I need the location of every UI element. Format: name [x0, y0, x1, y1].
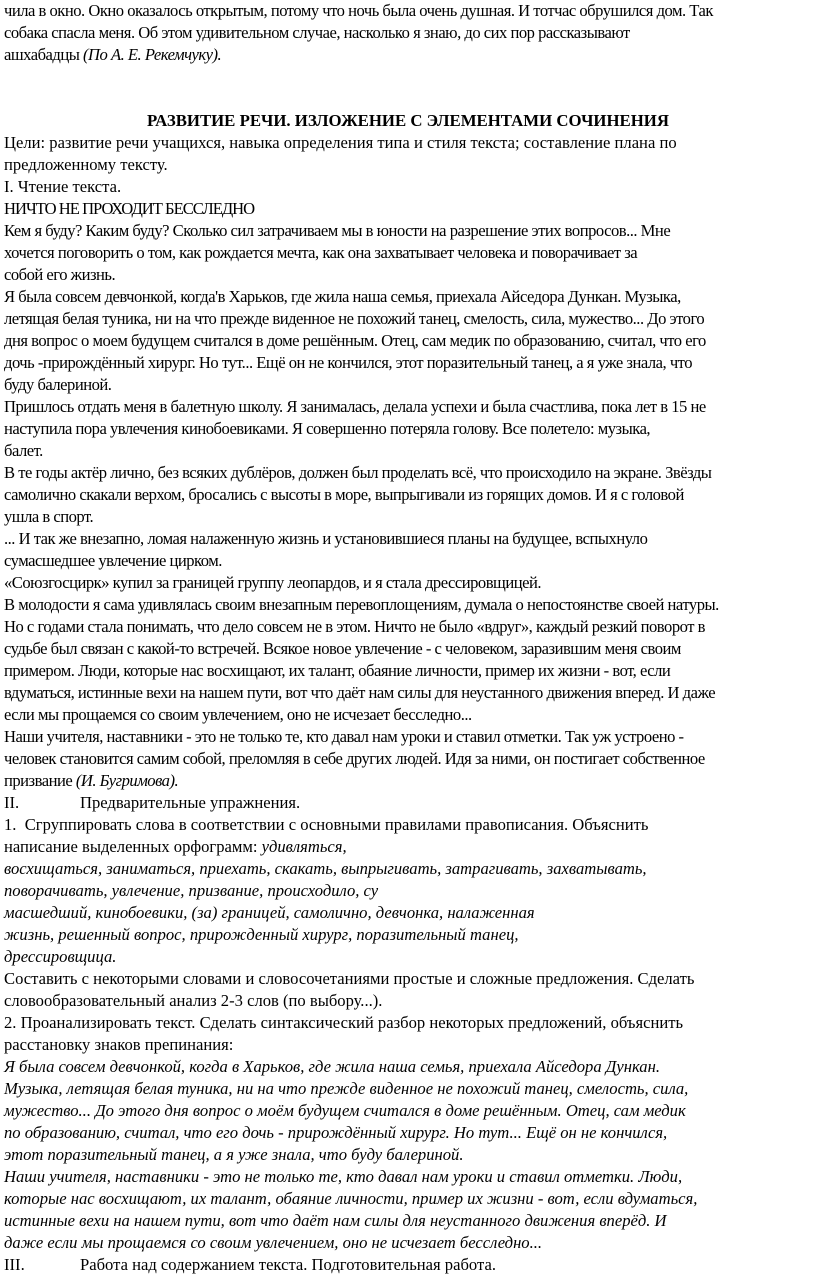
text-line: сумасшедшее увлечение цирком. — [4, 551, 222, 570]
quoted-line: Я была совсем девчонкой, когда в Харьков, где жила наша семья, приехала Айседора Дункан. — [4, 1057, 660, 1076]
text-line: Но с годами стала понимать, что дело совсем не в этом. Ничто не было «вдруг», каждый резкий поворот в — [4, 617, 705, 636]
text-line — [4, 836, 812, 858]
text-line: балет. — [4, 441, 43, 460]
intro-paragraph — [4, 0, 812, 66]
text-line: примером. Люди, которые нас восхищают, их талант, обаяние личности, пример их жизни - вот, если — [4, 661, 671, 680]
text-line: Наши учителя, наставники - это не только те, кто давал нам уроки и ставил отметки. Так уж устроено - — [4, 727, 684, 746]
task-1 — [4, 814, 812, 1012]
text-title: НИЧТО НЕ ПРОХОДИТ БЕССЛЕДНО — [4, 199, 255, 218]
section-heading-2 — [4, 792, 812, 814]
text-line: ушла в спорт. — [4, 507, 94, 526]
highlighted-word: удивляться, — [261, 837, 347, 856]
word-list-line: жизнь, решенный вопрос, прирожденный хирург, поразительный танец, — [4, 925, 519, 944]
text-line: ... И так же внезапно, ломая налаженную жизнь и установившиеся планы на будущее, вспыхнуло — [4, 529, 648, 548]
word-list-line: поворачивать, увлечение, призвание, происходило, су — [4, 881, 379, 900]
text-line: словообразовательный анализ 2-3 слов (по выбору...). — [4, 991, 383, 1010]
text-line: буду балериной. — [4, 375, 112, 394]
section-label: Работа над содержанием текста. Подготовительная работа. — [80, 1255, 496, 1274]
lesson-title: РАЗВИТИЕ РЕЧИ. ИЗЛОЖЕНИЕ С ЭЛЕМЕНТАМИ СОЧИНЕНИЯ — [147, 111, 669, 130]
text-line — [4, 44, 812, 66]
text-line: расстановку знаков препинания: — [4, 1035, 234, 1054]
section-number: II. — [4, 793, 20, 812]
quoted-line: Наши учителя, наставники - это не только те, кто давал нам уроки и ставил отметки. Люди, — [4, 1167, 683, 1186]
text-body — [4, 220, 812, 792]
text-line: судьбе был связан с какой-то встречей. Всякое новое увлечение - с человеком, заразившим меня своим — [4, 639, 681, 658]
section-number: III. — [4, 1255, 25, 1274]
text-line: дочь -прирождённый хирург. Но тут... Ещё он не кончился, этот поразительный танец, а я уже знала, что — [4, 353, 692, 372]
reading-heading: I. Чтение текста. — [4, 177, 122, 196]
section-label: Предварительные упражнения. — [80, 793, 301, 812]
word-list-line: масшедший, кинобоевики, (за) границей, самолично, девчонка, налаженная — [4, 903, 535, 922]
quoted-line: даже если мы прощаемся со своим увлечением, оно не исчезает бесследно... — [4, 1233, 543, 1252]
word-list-line: дрессировщица. — [4, 947, 117, 966]
text-line: В те годы актёр лично, без всяких дублёров, должен был проделать всё, что происходило на экране. Звёзды — [4, 463, 712, 482]
text-line: Кем я буду? Каким буду? Сколько сил затрачиваем мы в юности на разрешение этих вопросов... Мне — [4, 221, 671, 240]
text-line: собака спасла меня. Об этом удивительном случае, насколько я знаю, до сих пор рассказывают — [4, 23, 630, 42]
text-line: 1. Сгруппировать слова в соответствии с основными правилами правописания. Объяснить — [4, 815, 649, 834]
section-heading-3 — [4, 1254, 812, 1276]
author-citation: (И. Бугримова). — [75, 771, 179, 790]
text-line — [4, 770, 812, 792]
text-line: человек становится самим собой, преломляя в себе других людей. Идя за ними, он постигает собственное — [4, 749, 705, 768]
quoted-line: мужество... До этого дня вопрос о моём будущем считался в доме решённым. Отец, сам медик — [4, 1101, 686, 1120]
text-line: Пришлось отдать меня в балетную школу. Я занималась, делала успехи и была счастлива, пока лет в 15 не — [4, 397, 706, 416]
text-line: если мы прощаемся со своим увлечением, оно не исчезает бесследно... — [4, 705, 472, 724]
text-line: летящая белая туника, ни на что прежде виденное не похожий танец, смелость, сила, мужество... До этого — [4, 309, 705, 328]
text-line: наступила пора увлечения кинобоевиками. Я совершенно потеряла голову. Все полетело: музыка, — [4, 419, 651, 438]
text-line: В молодости я сама удивлялась своим внезапным перевоплощениям, думала о непостоянстве своей натуры. — [4, 595, 719, 614]
text-line: Цели: развитие речи учащихся, навыка определения типа и стиля текста; составление плана по — [4, 133, 677, 152]
text-line: 2. Проанализировать текст. Сделать синтаксический разбор некоторых предложений, объяснить — [4, 1013, 684, 1032]
text-run: ашхабадцы — [4, 45, 84, 64]
text-line: чила в окно. Окно оказалось открытым, потому что ночь была очень душная. И тотчас обрушился дом. Так — [4, 1, 713, 20]
text-line: хочется поговорить о том, как рождается мечта, как она захватывает человека и поворачивает за — [4, 243, 638, 262]
task-2 — [4, 1012, 812, 1254]
text-line: Я была совсем девчонкой, когда'в Харьков, где жила наша семья, приехала Айседора Дункан. Музыка, — [4, 287, 681, 306]
text-run: призвание — [4, 771, 76, 790]
word-list-line: восхищаться, заниматься, приехать, скакать, выпрыгивать, затрагивать, захватывать, — [4, 859, 647, 878]
text-line: вдуматься, истинные вехи на нашем пути, вот что даёт нам силы для неустанного движения вперед. И даже — [4, 683, 716, 702]
text-line: предложенному тексту. — [4, 155, 168, 174]
quoted-line: этот поразительный танец, а я уже знала, что буду балериной. — [4, 1145, 464, 1164]
goals-paragraph — [4, 132, 812, 176]
quoted-line: которые нас восхищают, их талант, обаяние личности, пример их жизни - вот, если вдуматься, — [4, 1189, 698, 1208]
text-run: написание выделенных орфограмм: — [4, 837, 262, 856]
quoted-line: по образованию, считал, что его дочь - прирождённый хирург. Но тут... Ещё он не кончился, — [4, 1123, 668, 1142]
quoted-line: Музыка, летящая белая туника, ни на что прежде виденное не похожий танец, смелость, сила, — [4, 1079, 689, 1098]
text-line: самолично скакали верхом, бросались с высоты в море, выпрыгивали из горящих домов. И я с головой — [4, 485, 684, 504]
text-line: «Союзгосцирк» купил за границей группу леопардов, и я стала дрессировщицей. — [4, 573, 541, 592]
text-line: собой его жизнь. — [4, 265, 116, 284]
text-line: Составить с некоторыми словами и словосочетаниями простые и сложные предложения. Сделать — [4, 969, 695, 988]
text-line: дня вопрос о моем будущем считался в доме решённым. Отец, сам медик по образованию, считал, что его — [4, 331, 706, 350]
quoted-line: истинные вехи на нашем пути, вот что даёт нам силы для неустанного движения вперёд. И — [4, 1211, 667, 1230]
author-citation: (По А. Е. Рекемчуку). — [83, 45, 222, 64]
